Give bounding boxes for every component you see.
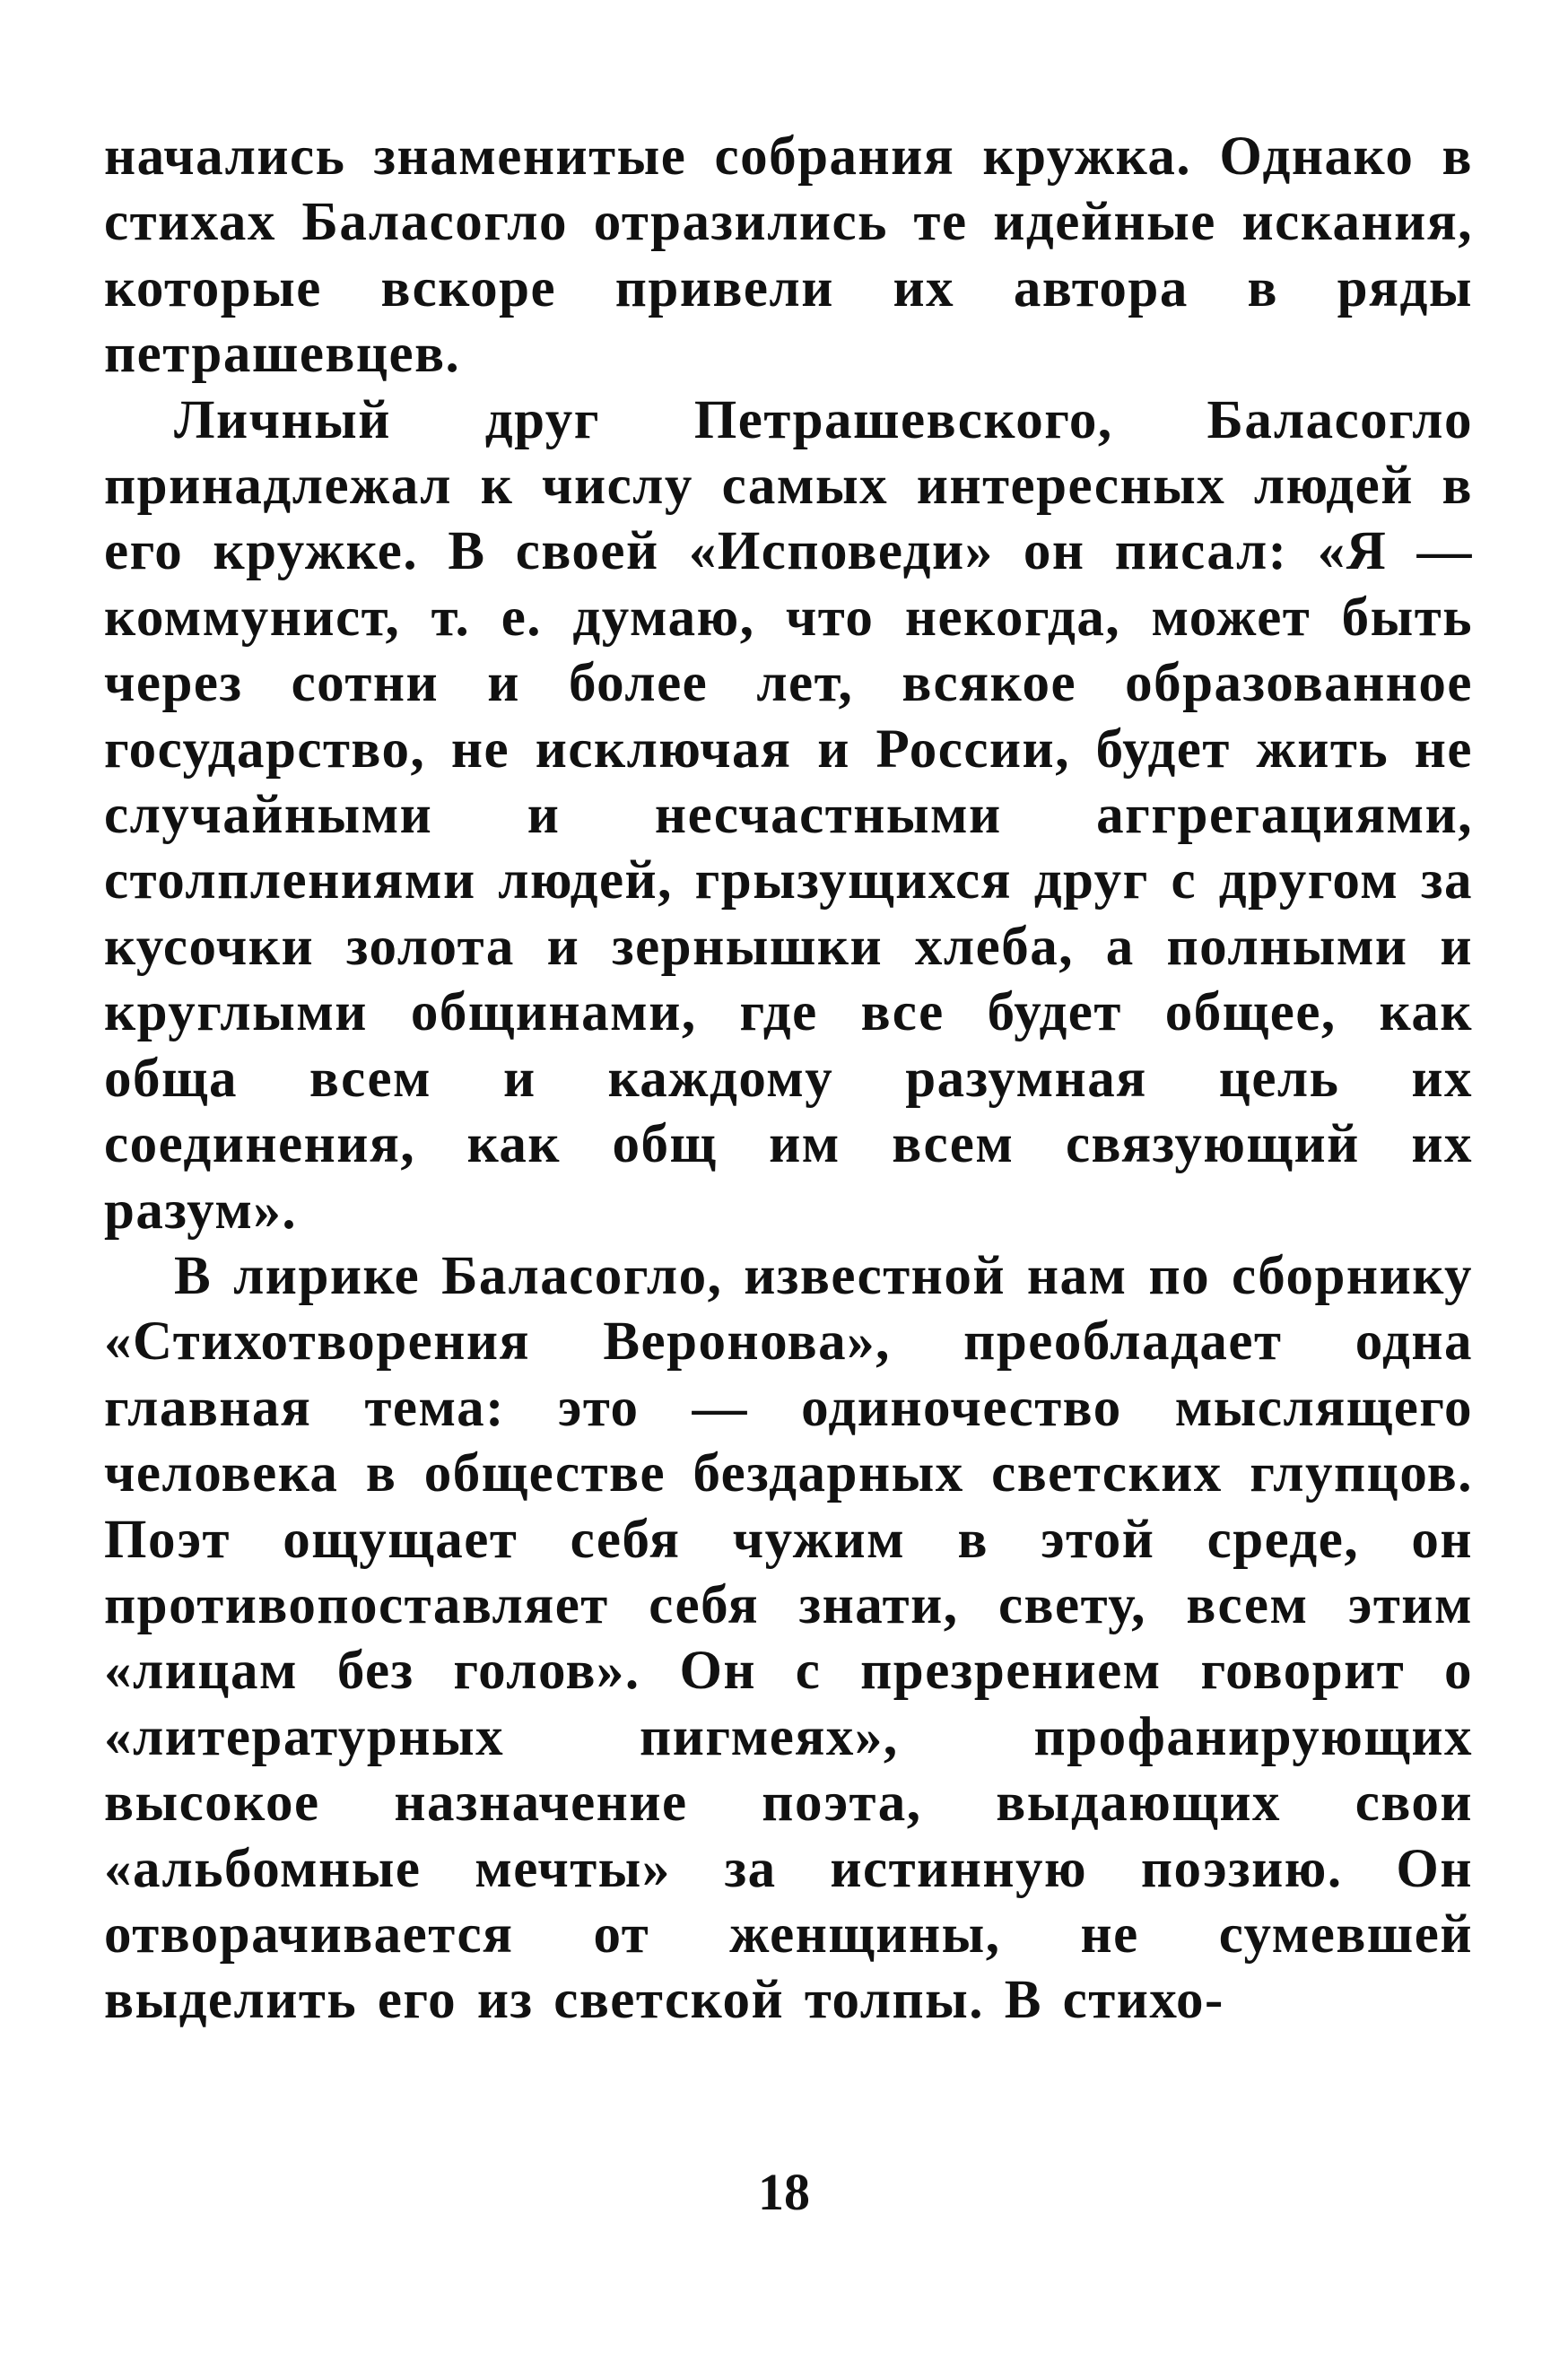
paragraph-2: Личный друг Петрашевского, Баласогло принадлежал к числу самых интересных людей в его кружке. В своей «Исповеди» он писал: «Я — коммунист, т. е. думаю, что некогда, может быть через сотни и более лет, всякое образованное государство, не исключая и России, будет жить не случайными и несчастными аггрегациями, столплениями людей, грызущихся друг с другом за кусочки золота и зернышки хлеба, а полными и круглыми общинами, где все будет общее, как обща всем и каждому разумная цель их соединения, как общ им всем связующий их разум». (104, 389, 1473, 1241)
body-text (104, 124, 1473, 2034)
paragraph-1: начались знаменитые собрания кружка. Однако в стихах Баласогло отразились те идейные искания, которые вскоре привели их автора в ряды петрашевцев. (104, 126, 1473, 385)
page-number: 18 (758, 2163, 810, 2221)
paragraph-3: В лирике Баласогло, известной нам по сборнику «Стихотворения Веронова», преобладает одна главная тема: это — одиночество мыслящего человека в обществе бездарных светских глупцов. Поэт ощущает себя чужим в этой среде, он противопоставляет себя знати, свету, всем этим «лицам без голов». Он с презрением говорит о «литературных пигмеях», профанирующих высокое назначение поэта, выдающих свои «альбомные мечты» за истинную поэзию. Он отворачивается от женщины, не сумевшей выделить его из светской толпы. В стихо- (104, 1245, 1473, 2031)
